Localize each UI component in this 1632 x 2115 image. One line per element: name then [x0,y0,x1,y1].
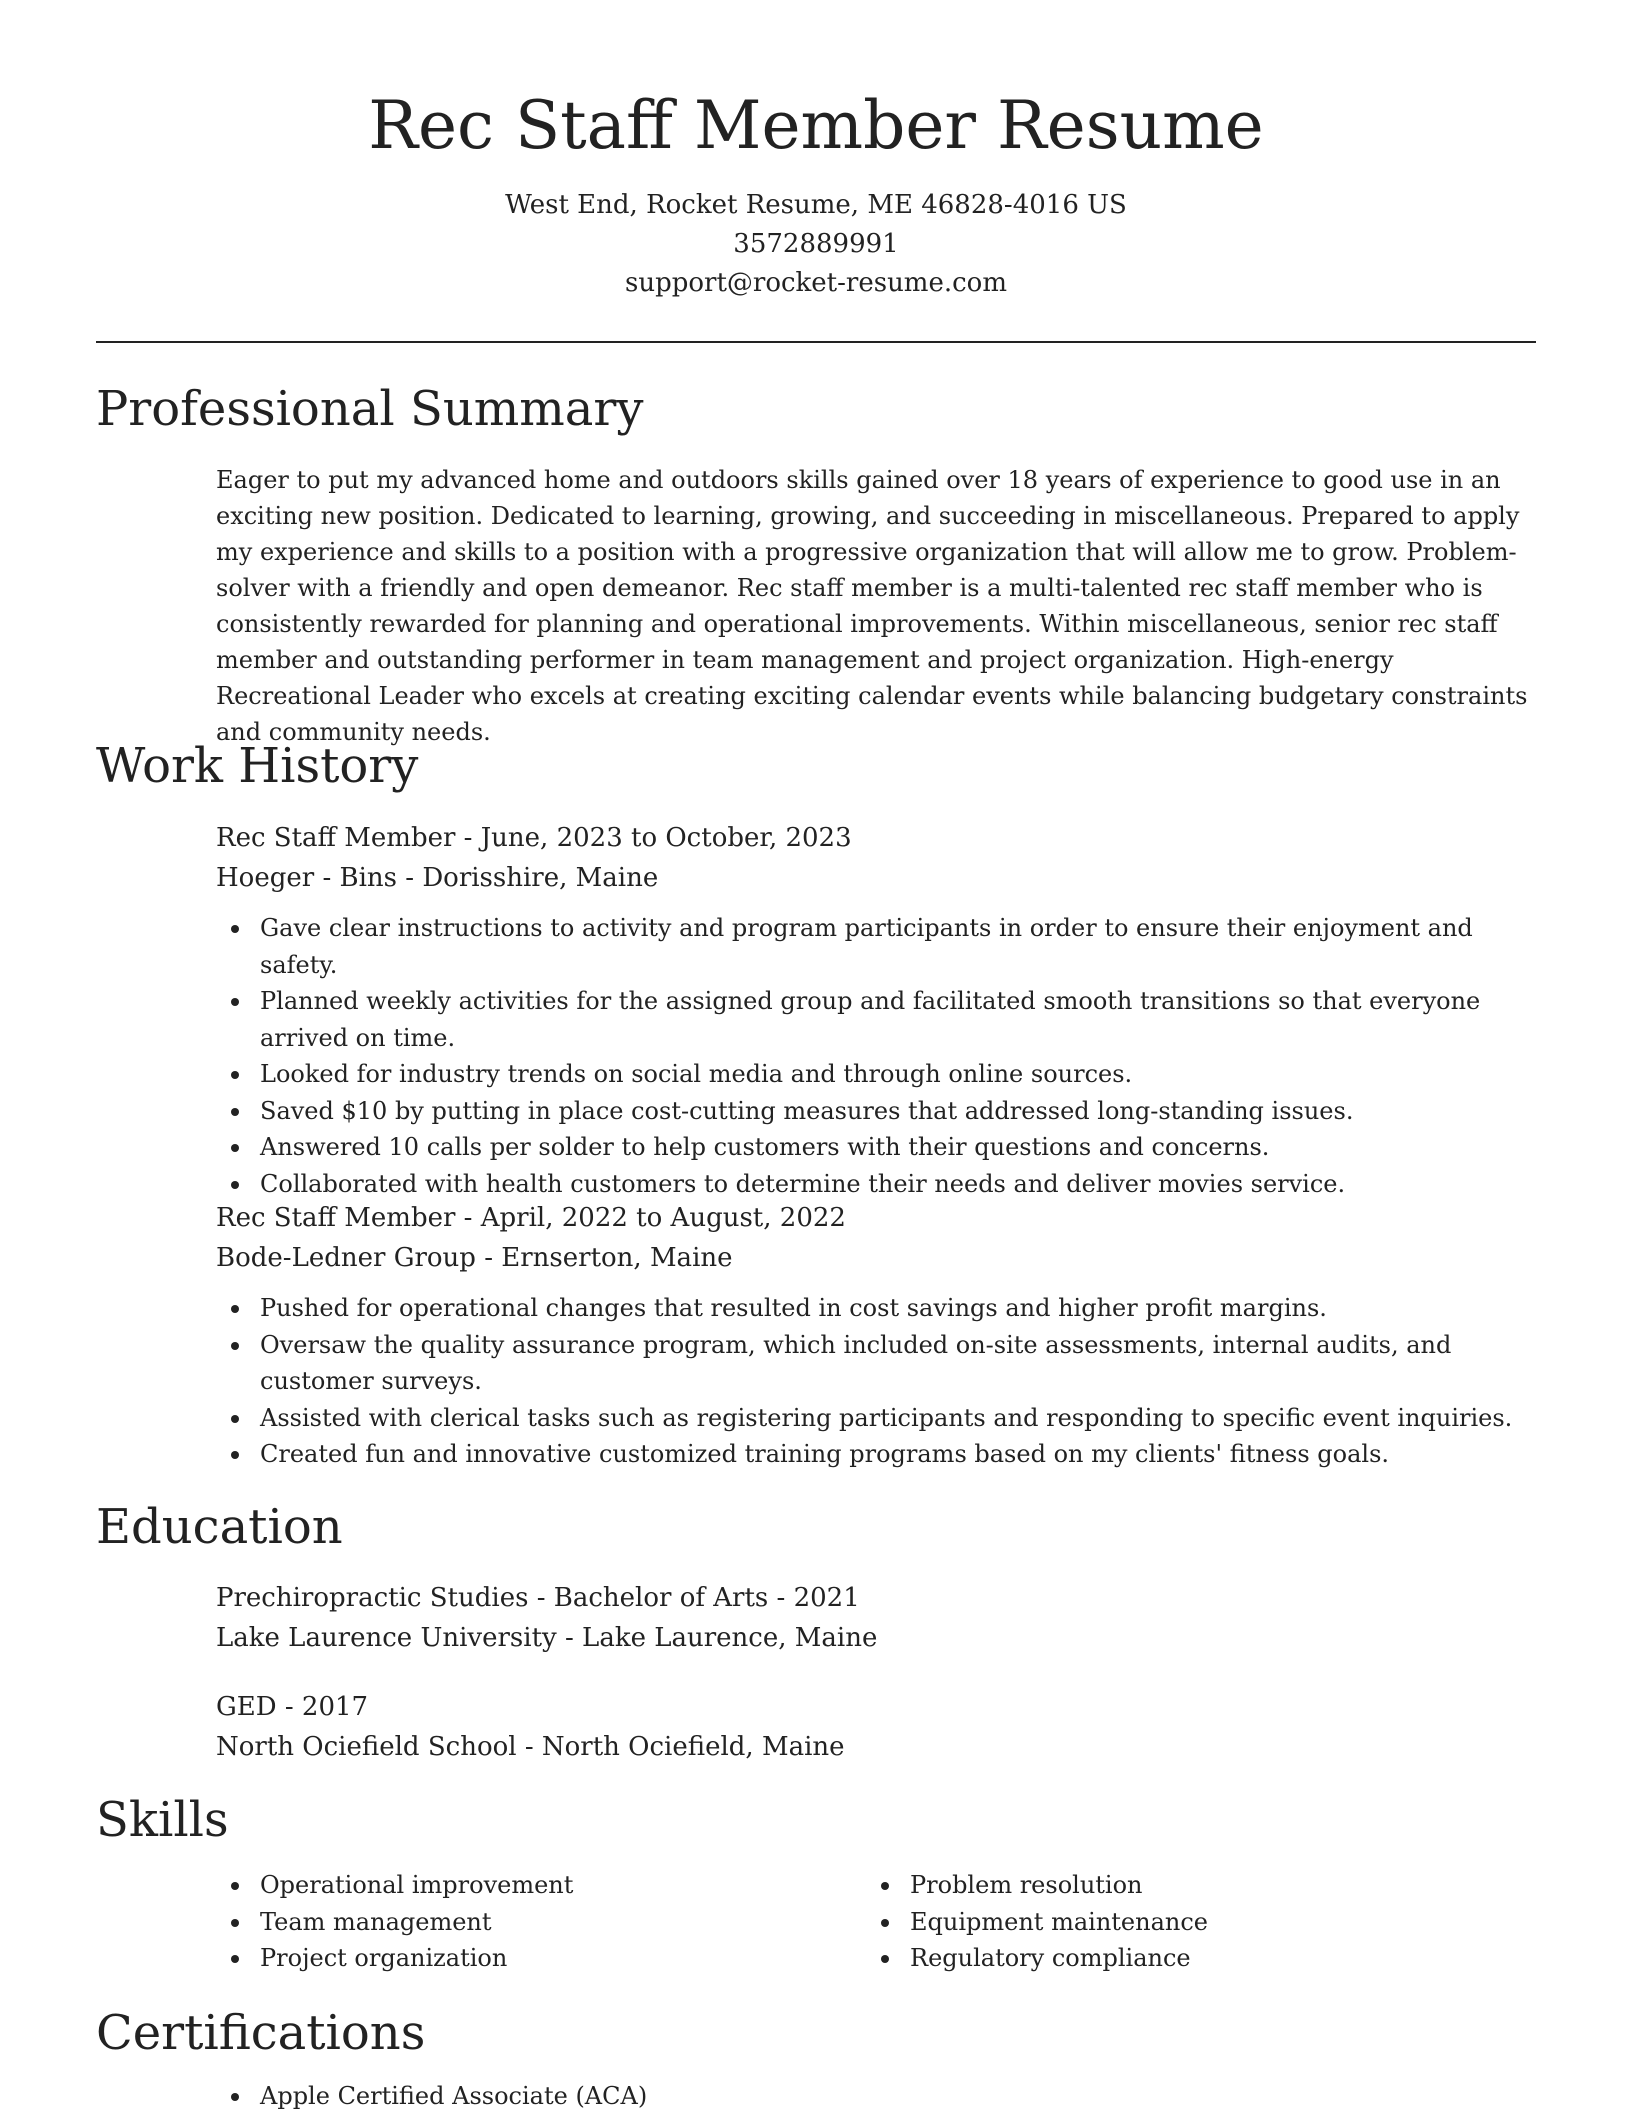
certifications-list [216,2078,1540,2115]
list-item: Team management [216,1904,836,1941]
email: support@rocket-resume.com [624,268,1007,298]
education-degree-line [216,1687,1540,1727]
list-item: Answered 10 calls per solder to help customers with their questions and concerns. [216,1129,1540,1166]
list-item: Project organization [216,1940,836,1977]
job-bullets [216,910,1540,1202]
contact-info [0,186,1632,303]
job-location: - Dorisshire, Maine [397,863,659,893]
section-title-work-history: Work History [96,738,419,794]
list-item: Looked for industry trends on social media and through online sources. [216,1056,1540,1093]
address: West End, Rocket Resume, ME 46828-4016 US [505,190,1127,220]
list-item: Collaborated with health customers to determine their needs and deliver movies service. [216,1166,1540,1203]
skills-list [216,1867,836,1977]
skills-column-right [866,1867,1486,1977]
list-item: Apple Certified Associate (ACA) [216,2078,1540,2115]
education-degree-line [216,1578,1540,1618]
resume-header [0,0,1632,303]
skills-list [866,1867,1486,1977]
resume-title: Rec Staff Member Resume [368,87,1264,164]
job-title-line [216,818,1540,858]
education-field: Prechiropractic Studies [216,1583,529,1613]
education-school: Lake Laurence University [216,1623,557,1653]
list-item: Problem resolution [866,1867,1486,1904]
list-item: Oversaw the quality assurance program, which included on-site assessments, internal audits, and customer surveys. [216,1327,1540,1400]
job-entry-1 [216,818,1540,1202]
section-title-certifications: Certifications [96,2005,426,2061]
list-item: Planned weekly activities for the assigned group and facilitated smooth transitions so that everyone arrived on time. [216,983,1540,1056]
list-item: Saved $10 by putting in place cost-cutting measures that addressed long-standing issues. [216,1093,1540,1130]
certifications-block [216,2078,1540,2115]
job-entry-2 [216,1198,1540,1473]
job-title: Rec Staff Member [216,1203,456,1233]
header-divider [96,341,1536,343]
list-item: Equipment maintenance [866,1904,1486,1941]
section-title-skills: Skills [96,1792,229,1848]
education-school-line [216,1618,1540,1658]
education-school: North Ociefield School [216,1732,517,1762]
job-bullets [216,1290,1540,1473]
list-item: Pushed for operational changes that resulted in cost savings and higher profit margins. [216,1290,1540,1327]
education-degree: GED - 2017 [216,1692,369,1722]
education-degree: - Bachelor of Arts - 2021 [528,1583,860,1613]
education-entry-2 [216,1687,1540,1767]
section-title-summary: Professional Summary [96,381,644,437]
list-item: Created fun and innovative customized training programs based on my clients' fitness goals. [216,1436,1540,1473]
job-company-line [216,1238,1540,1278]
list-item: Gave clear instructions to activity and program participants in order to ensure their enjoyment and safety. [216,910,1540,983]
job-company: Hoeger - Bins [216,863,397,893]
list-item: Regulatory compliance [866,1940,1486,1977]
education-location: - Lake Laurence, Maine [556,1623,878,1653]
job-company: Bode-Ledner Group [216,1243,476,1273]
job-dates: - June, 2023 to October, 2023 [455,823,852,853]
list-item: Assisted with clerical tasks such as registering participants and responding to specific event inquiries. [216,1400,1540,1437]
list-item: Operational improvement [216,1867,836,1904]
job-location: - Ernserton, Maine [475,1243,733,1273]
skills-column-left [216,1867,836,1977]
job-title: Rec Staff Member [216,823,456,853]
education-school-line [216,1727,1540,1767]
job-title-line [216,1198,1540,1238]
education-location: - North Ociefield, Maine [516,1732,845,1762]
phone: 3572889991 [733,229,899,259]
section-title-education: Education [96,1499,343,1555]
job-company-line [216,858,1540,898]
education-entry-1 [216,1578,1540,1658]
job-dates: - April, 2022 to August, 2022 [455,1203,846,1233]
summary-text: Eager to put my advanced home and outdoors skills gained over 18 years of experience to good use in an exciting new position. Dedicated to learning, growing, and succeeding in miscellaneous. Prepared to apply my experience and skills to a position with a progressive organization that will allow me to grow. Problem-solver with a friendly and open demeanor. Rec staff member is a multi-talented rec staff member who is consistently rewarded for planning and operational improvements. Within miscellaneous, senior rec staff member and outstanding performer in team management and project organization. High-energy Recreational Leader who excels at creating exciting calendar events while balancing budgetary constraints and community needs. [216,466,1528,746]
